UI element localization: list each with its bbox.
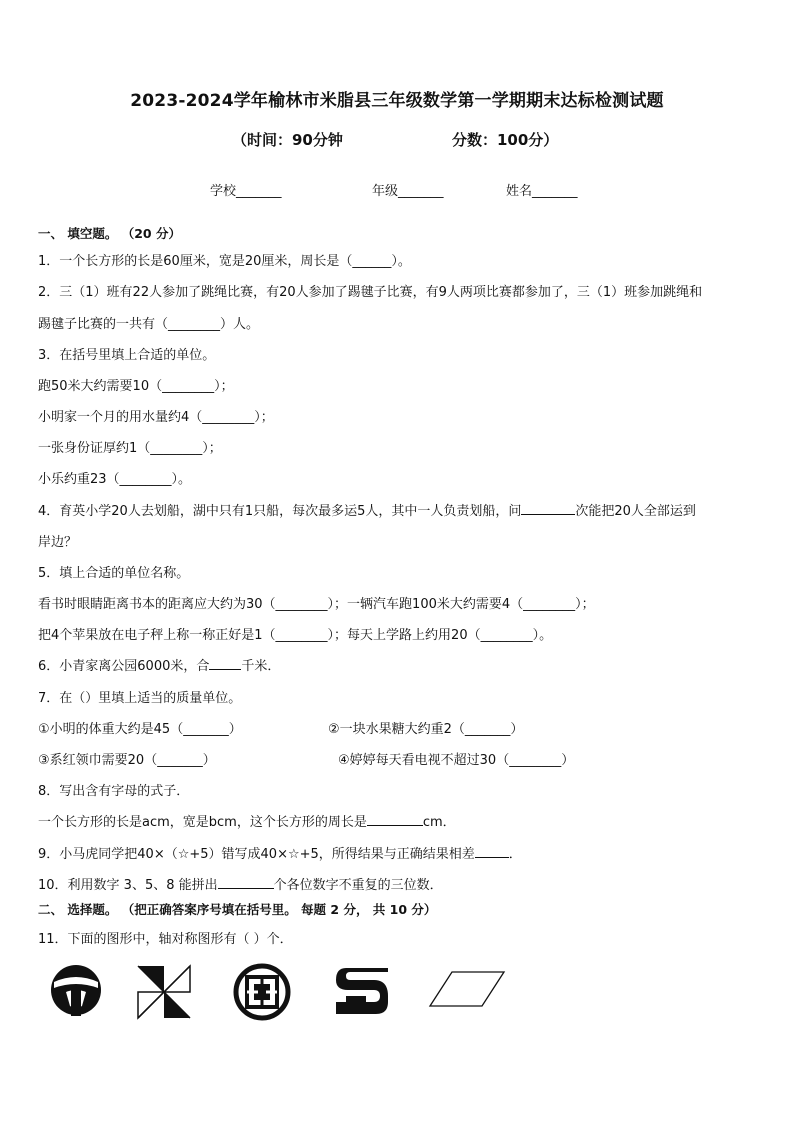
figure-pinwheel-icon xyxy=(138,966,190,1018)
question-7-d: ④婷婷每天看电视不超过30（________） xyxy=(338,753,575,768)
question-3-d: 小乐约重23（________）。 xyxy=(38,472,192,487)
question-1: 1．一个长方形的长是60厘米，宽是20厘米，周长是（______）。 xyxy=(38,254,411,269)
figure-s-logo-icon xyxy=(336,968,388,1014)
name-field xyxy=(506,180,578,199)
question-3-a: 跑50米大约需要10（________）； xyxy=(38,379,234,394)
question-7-a: ①小明的体重大约是45（_______） xyxy=(38,722,242,737)
question-7-b: ②一块水果糖大约重2（_______） xyxy=(328,722,524,737)
answer-blank xyxy=(521,501,575,515)
school-label: 学校 xyxy=(210,184,237,199)
question-4-line-1: 4．育英小学20人去划船，湖中只有1只船，每次最多运5人，其中一人负责划船，问 次能把20人全部运到 xyxy=(38,500,696,519)
answer-blank xyxy=(209,656,241,670)
exam-score: 分数：100分） xyxy=(452,131,559,149)
question-11: 11．下面的图形中，轴对称图形有（ ）个． xyxy=(38,932,293,947)
school-blank: _______ xyxy=(236,184,282,199)
answer-blank xyxy=(367,812,423,826)
question-6: 6．小青家离公园6000米，合 千米． xyxy=(38,655,280,674)
question-5-b: 把4个苹果放在电子秤上称一称正好是1（________）；每天上学路上约用20（________）。 xyxy=(38,628,553,643)
answer-blank xyxy=(475,844,509,858)
question-3-c: 一张身份证厚约1（________）； xyxy=(38,441,222,456)
figure-circle-logo-icon xyxy=(236,966,288,1018)
question-5-a: 看书时眼睛距离书本的距离应大约为30（________）；一辆汽车跑100米大约需要4（________）； xyxy=(38,597,595,612)
grade-label: 年级 xyxy=(372,184,399,199)
question-10: 10．利用数字 3、5、8 能拼出 个各位数字不重复的三位数． xyxy=(38,874,443,893)
name-label: 姓名 xyxy=(506,184,533,199)
question-3: 3．在括号里填上合适的单位。 xyxy=(38,348,216,363)
figure-parallelogram-icon xyxy=(430,972,504,1006)
question-8: 8．写出含有字母的式子． xyxy=(38,784,190,799)
question-9: 9．小马虎同学把40×（☆+5）错写成40×☆+5，所得结果与正确结果相差 ． xyxy=(38,843,522,862)
question-2-line-2: 踢毽子比赛的一共有（________）人。 xyxy=(38,317,260,332)
exam-title: 2023-2024学年榆林市米脂县三年级数学第一学期期末达标检测试题 xyxy=(130,91,664,111)
section-2-heading: 二、 选择题。 （把正确答案序号填在括号里。 每题 2 分， 共 10 分） xyxy=(38,902,437,917)
exam-time: （时间：90分钟 xyxy=(232,131,343,149)
question-8-a: 一个长方形的长是acm，宽是bcm，这个长方形的周长是 cm． xyxy=(38,811,456,830)
answer-blank xyxy=(218,875,274,889)
grade-field xyxy=(372,180,444,199)
question-5: 5．填上合适的单位名称。 xyxy=(38,566,190,581)
section-1-heading: 一、 填空题。 （20 分） xyxy=(38,226,181,241)
grade-blank: _______ xyxy=(398,184,444,199)
question-11-figures xyxy=(0,958,794,1028)
school-field xyxy=(210,180,282,199)
question-7-c: ③系红领巾需要20（_______） xyxy=(38,753,216,768)
question-7: 7．在（）里填上适当的质量单位。 xyxy=(38,691,242,706)
name-blank: _______ xyxy=(532,184,578,199)
question-4-line-2: 岸边？ xyxy=(38,535,78,550)
figure-mushroom-icon xyxy=(51,965,101,1016)
question-3-b: 小明家一个月的用水量约4（________）； xyxy=(38,410,274,425)
question-2-line-1: 2．三（1）班有22人参加了跳绳比赛，有20人参加了踢毽子比赛，有9人两项比赛都参加了，三（1）班参加跳绳和 xyxy=(38,285,703,300)
